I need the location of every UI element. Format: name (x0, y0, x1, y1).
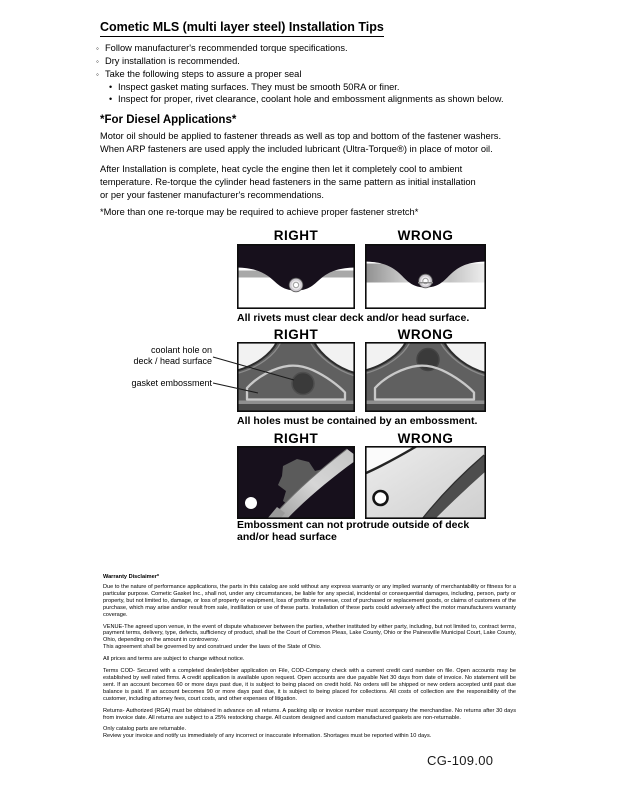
list-item (96, 68, 504, 81)
paragraph-line: Motor oil should be applied to fastener threads as well as top and bottom of the fastener washers. (100, 131, 502, 141)
retorque-note: *More than one re-torque may be required to achieve proper fastener stretch* (100, 207, 419, 217)
diagram-rivet-right (237, 244, 355, 309)
disclaimer-paragraph: This agreement shall be governed by and construed under the laws of the State of Ohio. (103, 644, 322, 651)
tip-text: Follow manufacturer's recommended torque specifications. (105, 43, 348, 53)
diagram-protrusion-right (237, 446, 355, 519)
dot-bullet-icon: • (109, 82, 113, 92)
tips-list (96, 42, 504, 105)
right-label: RIGHT (273, 228, 319, 243)
disclaimer-paragraph: Only catalog parts are returnable. (103, 726, 187, 733)
page-code: CG-109.00 (427, 753, 494, 768)
tip-text: Dry installation is recommended. (105, 56, 240, 66)
disclaimer-paragraph: Terms COD- Secured with a completed dealer/jobber application on File, COD-Company check with a current credit card number on file. Open accounts may be established by well rated firms. A credit application is available upon request. Open accounts are due payable Net 30 days from date of invoice. No statement will be sent. If an account becomes 60 or more days past due, it is subject to being placed on credit hold. No orders will be shipped or new orders accepted until past due balance is paid. If an account becomes 90 or more days past due, it is subject to being placed for collections. All costs of collection are the responsibility of the customer, including attorney fees, court costs, and other expenses of litigation. (103, 668, 516, 702)
list-item (96, 42, 504, 55)
wrong-label: WRONG (397, 327, 454, 342)
warranty-disclaimer (103, 574, 516, 745)
tip-text: Inspect gasket mating surfaces. They must be smooth 50RA or finer. (118, 82, 400, 92)
list-item (109, 93, 504, 105)
wrong-label: WRONG (397, 431, 454, 446)
paragraph-line: After Installation is complete, heat cycle the engine then let it completely cool to ambient (100, 164, 463, 174)
annotation-line: deck / head surface (133, 356, 212, 366)
circle-bullet-icon: ◦ (96, 57, 99, 66)
diesel-applications-heading: *For Diesel Applications* (100, 114, 237, 126)
diagram-caption: All holes must be contained by an embossment. (237, 415, 478, 427)
diesel-paragraph (100, 130, 501, 156)
disclaimer-paragraph: Review your invoice and notify us immediately of any incorrect or inaccurate information. Shortages must be reported within 10 days. (103, 733, 432, 740)
warranty-heading: Warranty Disclaimer* (103, 574, 160, 580)
paragraph-line: When ARP fasteners are used apply the included lubricant (Ultra-Torque®) in place of motor oil. (100, 144, 493, 154)
diagram-protrusion-wrong (365, 446, 486, 519)
annotation-line: coolant hole on (150, 345, 212, 355)
caption-line: and/or head surface (237, 531, 337, 543)
caption-line: Embossment can not protrude outside of deck (237, 519, 470, 531)
paragraph-line: or per your fastener manufacturer's recommendations. (100, 190, 324, 200)
dot-bullet-icon: • (109, 94, 113, 104)
annotation-gasket-embossment: gasket embossment (131, 378, 212, 388)
diagram-rivet-wrong (365, 244, 486, 309)
annotation-coolant-hole (95, 345, 212, 367)
diagram-caption (237, 519, 487, 543)
disclaimer-paragraph: All prices and terms are subject to change without notice. (103, 656, 245, 663)
disclaimer-paragraph: Returns- Authorized (RGA) must be obtained in advance on all returns. A packing slip or invoice number must accompany the merchandise. No returns after 30 days from invoice date. All returns are subject to a 25% restocking charge. All custom designed and custom manufactured gaskets are non-returnable. (103, 707, 516, 721)
list-item (109, 81, 504, 93)
wrong-label: WRONG (397, 228, 454, 243)
circle-bullet-icon: ◦ (96, 70, 99, 79)
leader-lines (211, 352, 301, 397)
tip-text: Inspect for proper, rivet clearance, coolant hole and embossment alignments as shown below. (118, 94, 504, 104)
disclaimer-paragraph: VENUE-The agreed upon venue, in the event of dispute whatsoever between the parties, whether instituted by either party, including, but not limited to, contract terms, payment terms, delivery, type, defects, sufficiency of product, shall be the Court of Common Pleas, Lake County, Ohio or the Painesville Municipal Court, Lake County, Ohio, depending on the amount in controversy. (103, 623, 516, 644)
diesel-paragraph (100, 163, 476, 202)
tip-text: Take the following steps to assure a proper seal (105, 69, 302, 79)
list-item (96, 55, 504, 68)
right-label: RIGHT (273, 327, 319, 342)
right-label: RIGHT (273, 431, 319, 446)
diagram-embossment-wrong (365, 342, 486, 412)
page-title: Cometic MLS (multi layer steel) Installation Tips (100, 20, 384, 37)
paragraph-line: temperature. Re-torque the cylinder head fasteners in the same pattern as initial installation (100, 177, 476, 187)
circle-bullet-icon: ◦ (96, 44, 99, 53)
disclaimer-paragraph: Due to the nature of performance applications, the parts in this catalog are sold without any express warranty or any implied warranty of merchantability or fitness for a particular purpose. Cometic Gasket Inc., shall not, under any circumstances, be liable for any special, incidental or consequential damages, including, person, party or property, but not limited to, damage, or loss of property or equipment, loss of profits or revenue, cost of purchased or replacement goods, or claims of customers of the purchase, which may arise and/or result from sale, instillation or use of these parts. Installation of these parts could adversely affect the motor manufacturers warranty coverage. (103, 584, 516, 618)
diagram-caption: All rivets must clear deck and/or head surface. (237, 312, 470, 324)
